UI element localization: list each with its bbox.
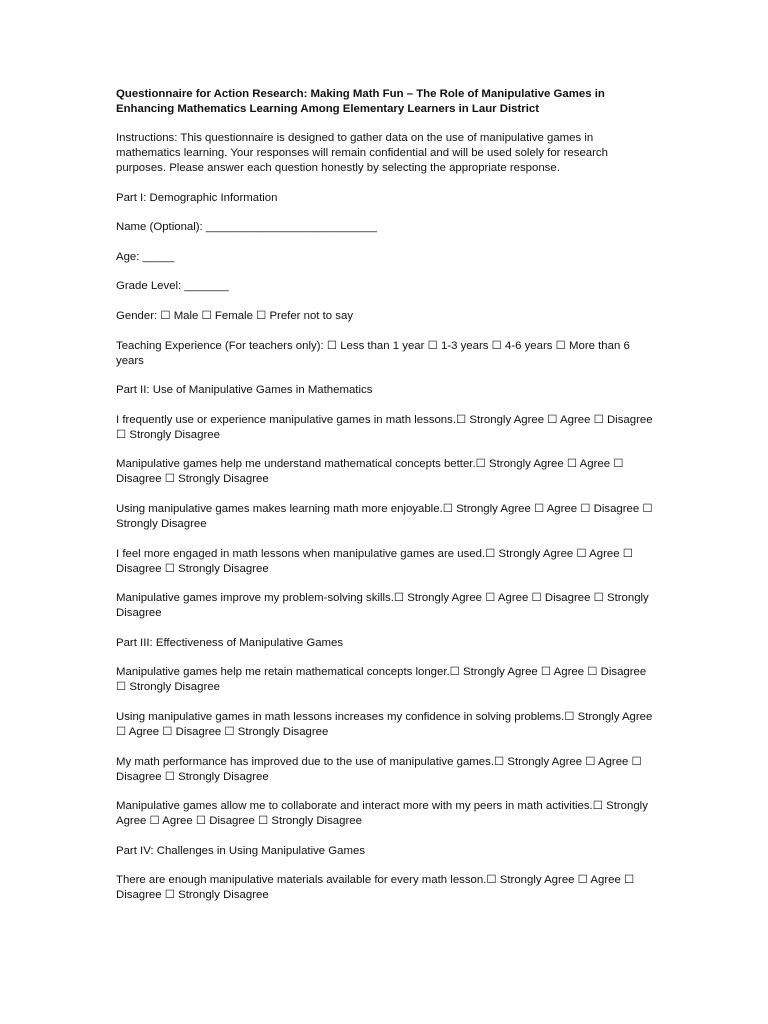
question-item: Manipulative games help me understand mathematical concepts better.☐ Strongly Agree ☐ Agree ☐ Disagree ☐ Strongly Disagree [116, 458, 624, 486]
name-field-line: Name (Optional): ___________________________ [116, 221, 377, 234]
question-item: Manipulative games help me retain mathematical concepts longer.☐ Strongly Agree ☐ Agree ☐ Disagree ☐ Strongly Disagree [116, 666, 647, 694]
part2-heading: Part II: Use of Manipulative Games in Mathematics [116, 384, 373, 397]
question-item: I frequently use or experience manipulative games in math lessons.☐ Strongly Agree ☐ Agree ☐ Disagree ☐ Strongly Disagree [116, 413, 653, 441]
teaching-experience-options: Teaching Experience (For teachers only): ☐ Less than 1 year ☐ 1-3 years ☐ 4-6 years ☐ More than 6 years [116, 339, 630, 367]
instructions-text: Instructions: This questionnaire is designed to gather data on the use of manipulative games in mathematics learning. Your responses will remain confidential and will be used solely for research purposes. Please answer each question honestly by selecting the appropriate response. [116, 132, 608, 174]
question-item: Manipulative games improve my problem-solving skills.☐ Strongly Agree ☐ Agree ☐ Disagree ☐ Strongly Disagree [116, 592, 649, 620]
part3-heading: Part III: Effectiveness of Manipulative Games [116, 636, 344, 649]
question-item: There are enough manipulative materials available for every math lesson.☐ Strongly Agree ☐ Agree ☐ Disagree ☐ Strongly Disagree [116, 874, 635, 902]
question-item: I feel more engaged in math lessons when manipulative games are used.☐ Strongly Agree ☐ Agree ☐ Disagree ☐ Strongly Disagree [116, 547, 633, 575]
part1-heading: Part I: Demographic Information [116, 191, 278, 204]
question-item: My math performance has improved due to the use of manipulative games.☐ Strongly Agree ☐ Agree ☐ Disagree ☐ Strongly Disagree [116, 755, 642, 783]
part4-heading: Part IV: Challenges in Using Manipulative Games [116, 844, 366, 857]
age-field-line: Age: _____ [116, 250, 175, 263]
grade-level-field-line: Grade Level: _______ [116, 280, 229, 293]
question-item: Using manipulative games in math lessons increases my confidence in solving problems.☐ Strongly Agree ☐ Agree ☐ Disagree ☐ Strongly Disagree [116, 710, 653, 738]
gender-options: Gender: ☐ Male ☐ Female ☐ Prefer not to say [116, 309, 354, 322]
question-item: Manipulative games allow me to collaborate and interact more with my peers in math activities.☐ Strongly Agree ☐ Agree ☐ Disagree ☐ Strongly Disagree [116, 800, 648, 828]
document-title: Questionnaire for Action Research: Making Math Fun – The Role of Manipulative Games in Enhancing Mathematics Learning Among Elementary Learners in Laur District [116, 88, 605, 115]
question-item: Using manipulative games makes learning math more enjoyable.☐ Strongly Agree ☐ Agree ☐ Disagree ☐ Strongly Disagree [116, 502, 653, 530]
